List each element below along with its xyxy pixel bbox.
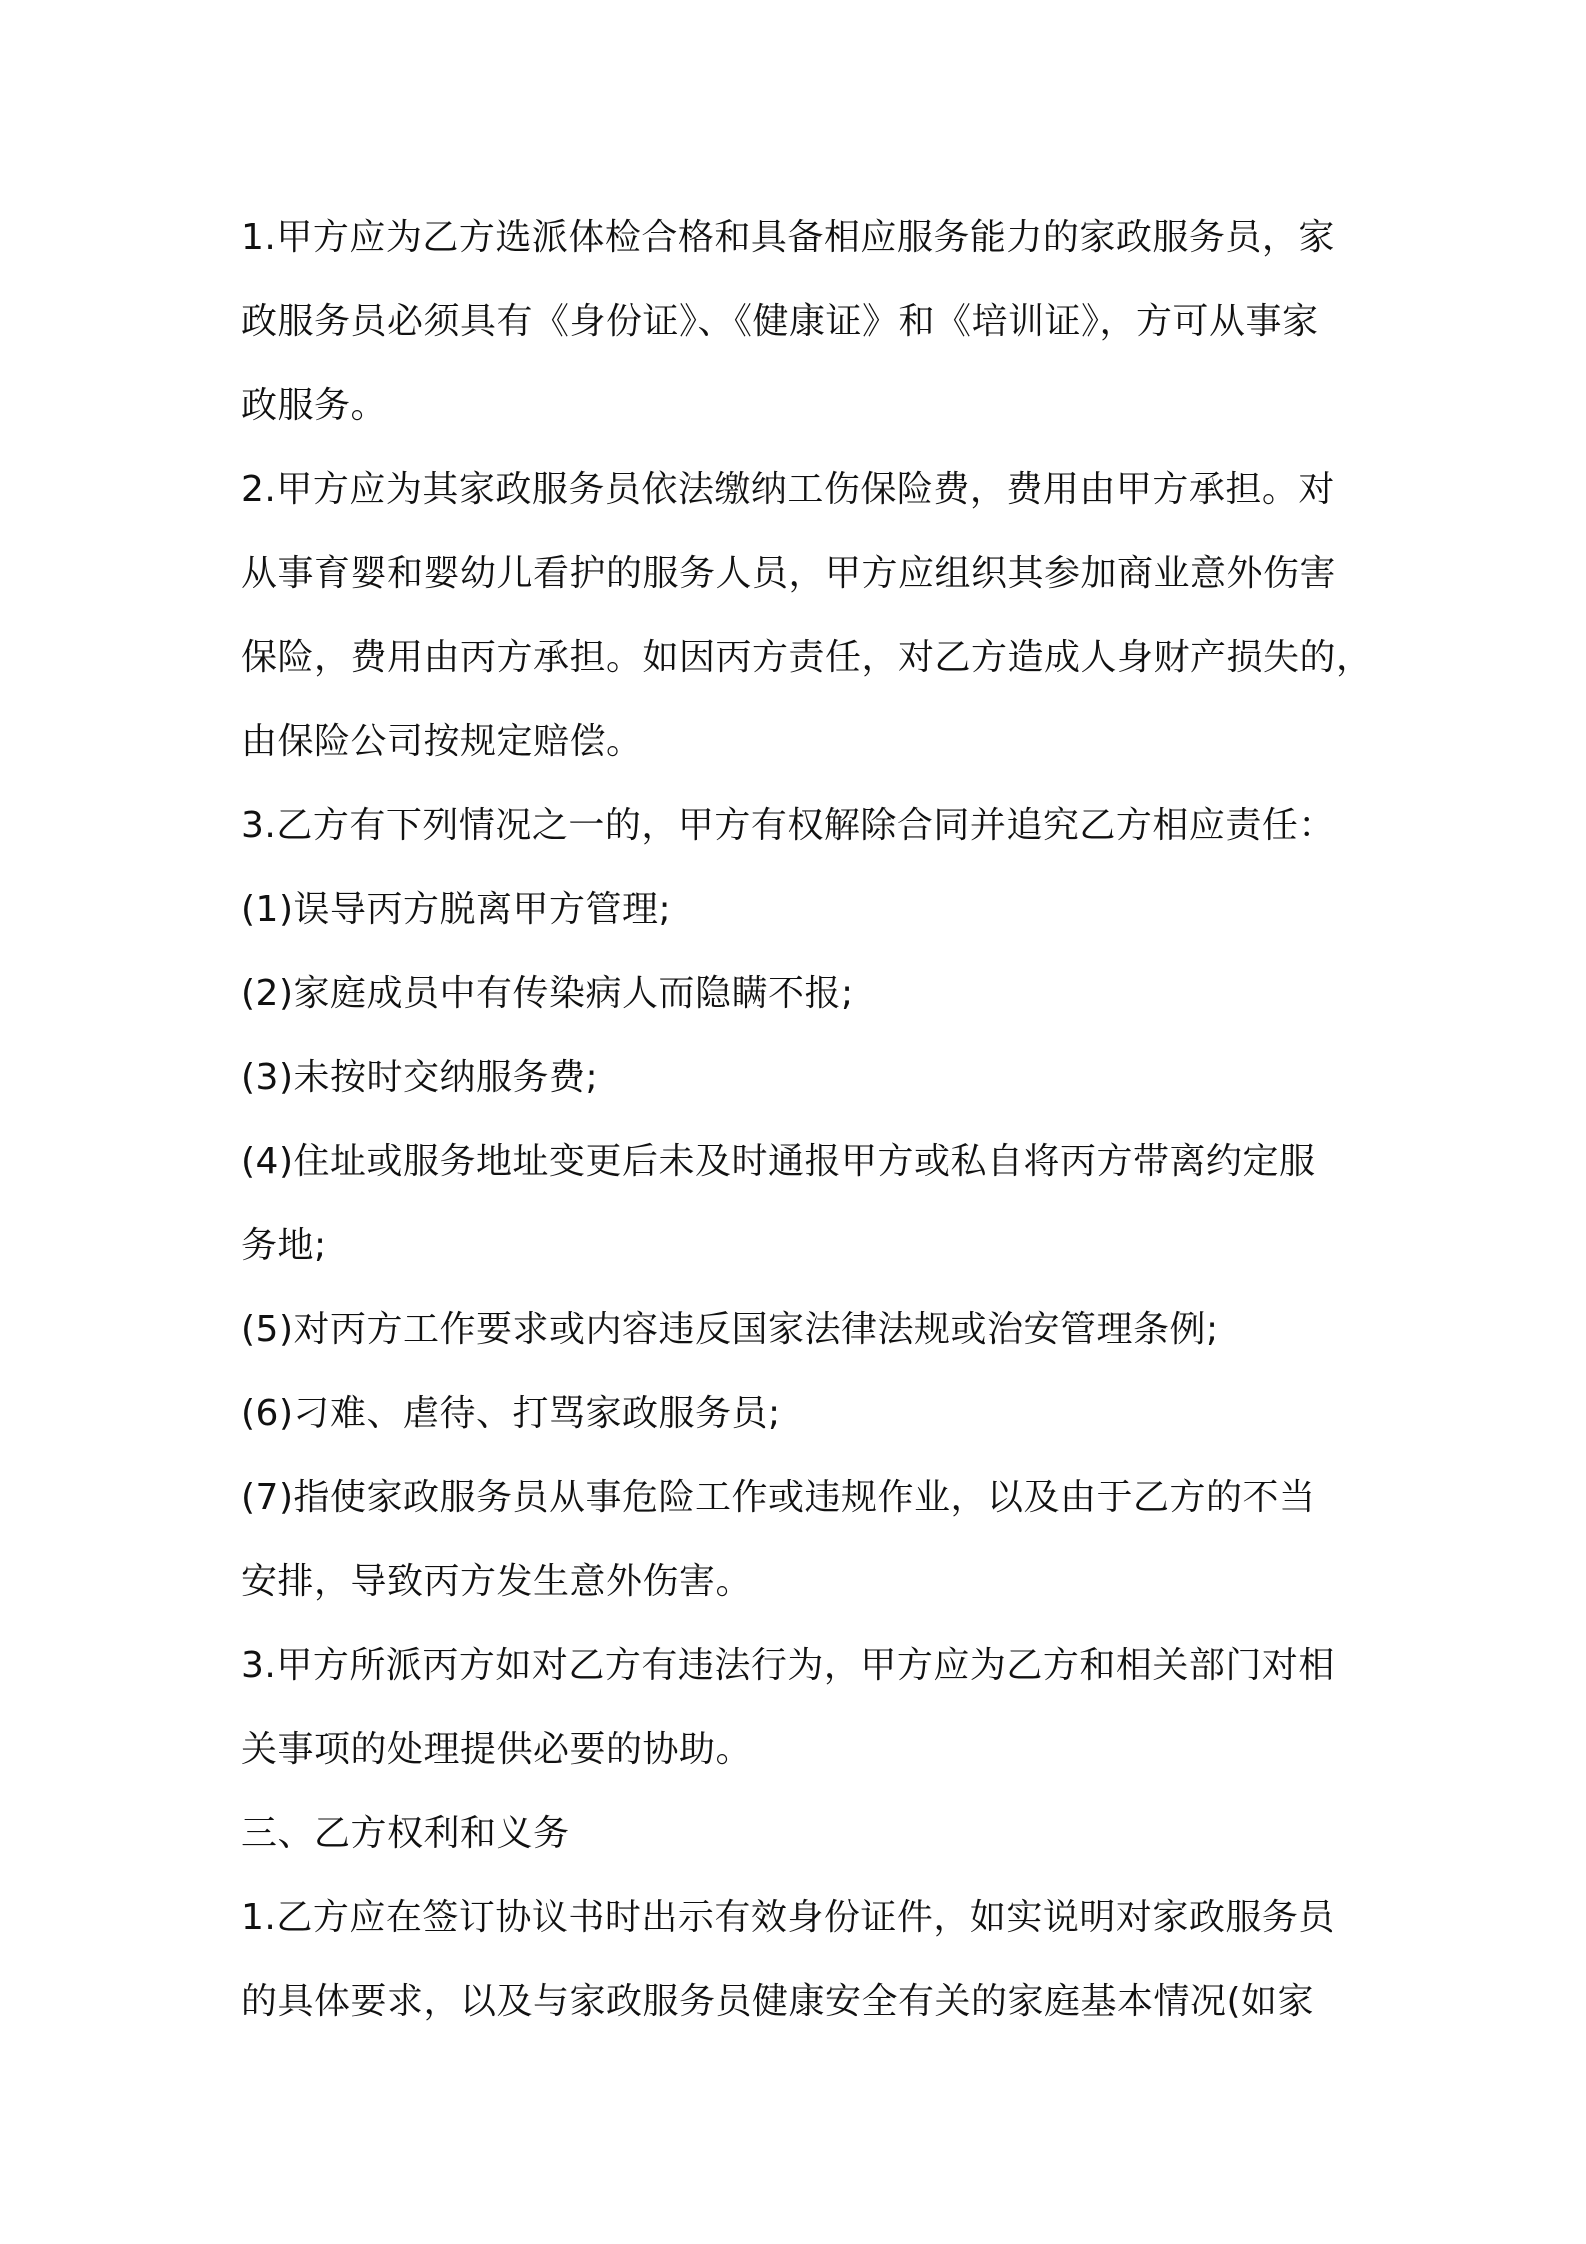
text-line: (2)家庭成员中有传染病人而隐瞒不报; — [241, 973, 854, 1014]
text-line: (3)未按时交纳服务费; — [241, 1057, 599, 1098]
text-line: 2.甲方应为其家政服务员依法缴纳工伤保险费，费用由甲方承担。对 — [241, 469, 1335, 510]
text-line: 保险，费用由丙方承担。如因丙方责任，对乙方造成人身财产损失的， — [241, 637, 1373, 678]
text-line: 3.乙方有下列情况之一的，甲方有权解除合同并追究乙方相应责任： — [241, 805, 1335, 846]
text-line: (1)误导丙方脱离甲方管理; — [241, 889, 672, 930]
text-line: 1.甲方应为乙方选派体检合格和具备相应服务能力的家政服务员，家 — [241, 217, 1335, 258]
text-line: 从事育婴和婴幼儿看护的服务人员，甲方应组织其参加商业意外伤害 — [241, 553, 1337, 594]
text-line: (4)住址或服务地址变更后未及时通报甲方或私自将丙方带离约定服 — [241, 1141, 1316, 1182]
text-line: 安排，导致丙方发生意外伤害。 — [241, 1561, 753, 1602]
text-line: 务地; — [241, 1225, 327, 1266]
text-line: 政服务员必须具有《身份证》、《健康证》和《培训证》，方可从事家 — [241, 301, 1319, 342]
text-line: (6)刁难、虐待、打骂家政服务员; — [241, 1393, 781, 1434]
text-line: (7)指使家政服务员从事危险工作或违规作业，以及由于乙方的不当 — [241, 1477, 1316, 1518]
text-line: 由保险公司按规定赔偿。 — [241, 721, 643, 762]
section-heading: 三、乙方权利和义务 — [241, 1813, 570, 1854]
text-line: 的具体要求，以及与家政服务员健康安全有关的家庭基本情况(如家 — [241, 1981, 1315, 2022]
text-line: 政服务。 — [241, 385, 388, 426]
document-body — [241, 196, 1373, 2044]
text-line: 3.甲方所派丙方如对乙方有违法行为，甲方应为乙方和相关部门对相 — [241, 1645, 1335, 1686]
text-line: (5)对丙方工作要求或内容违反国家法律法规或治安管理条例; — [241, 1309, 1219, 1350]
text-line: 1.乙方应在签订协议书时出示有效身份证件，如实说明对家政服务员 — [241, 1897, 1335, 1938]
text-line: 关事项的处理提供必要的协助。 — [241, 1729, 753, 1770]
